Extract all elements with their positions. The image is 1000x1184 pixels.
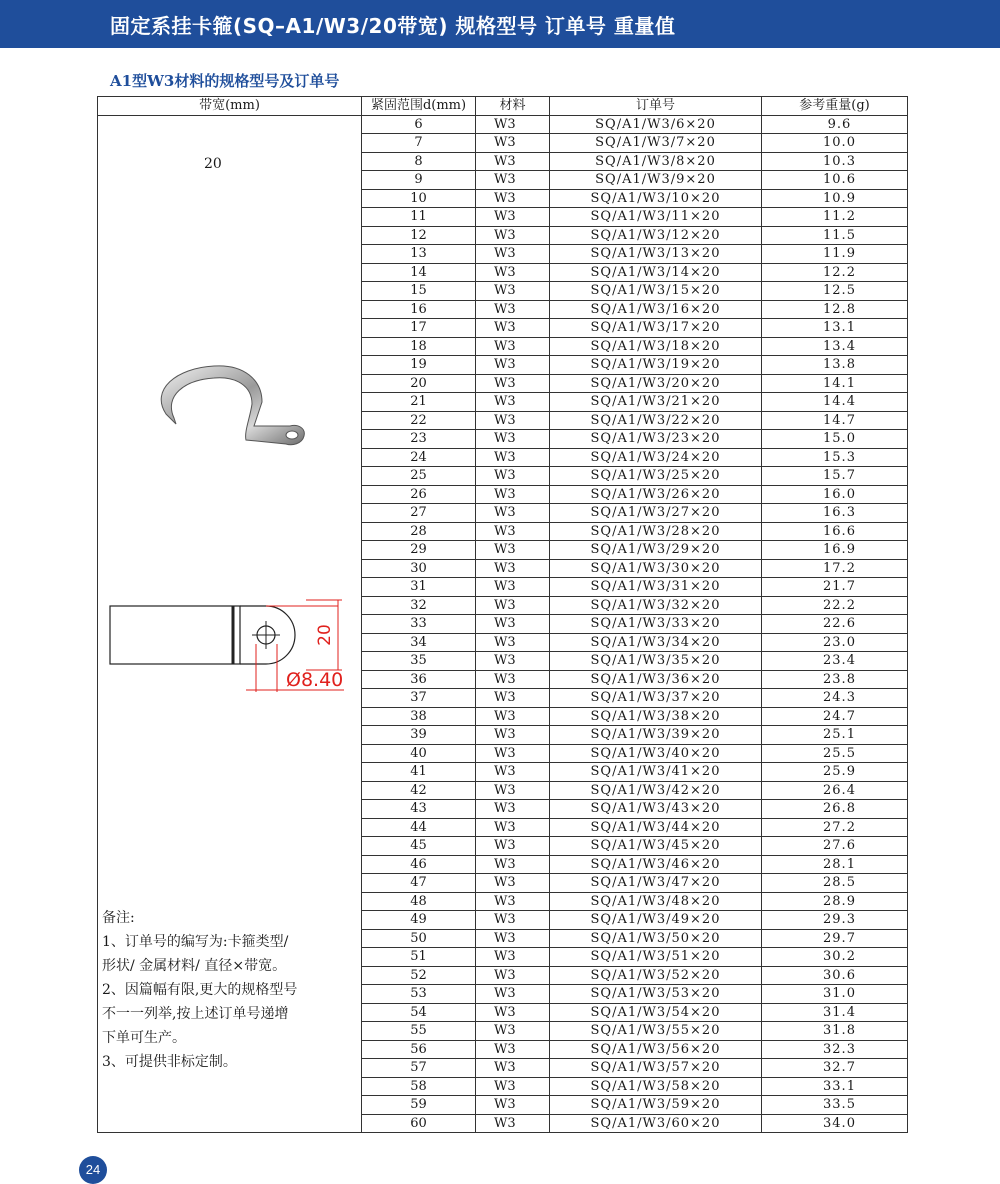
range-cell: 11 (362, 208, 476, 227)
material-cell: W3 (476, 966, 550, 985)
order-cell: SQ/A1/W3/29×20 (550, 541, 762, 560)
range-cell: 34 (362, 633, 476, 652)
material-cell: W3 (476, 226, 550, 245)
material-cell: W3 (476, 818, 550, 837)
material-cell: W3 (476, 707, 550, 726)
material-cell: W3 (476, 319, 550, 338)
material-cell: W3 (476, 171, 550, 190)
weight-cell: 16.6 (762, 522, 908, 541)
order-cell: SQ/A1/W3/49×20 (550, 911, 762, 930)
material-cell: W3 (476, 633, 550, 652)
order-cell: SQ/A1/W3/42×20 (550, 781, 762, 800)
weight-cell: 16.0 (762, 485, 908, 504)
range-cell: 7 (362, 134, 476, 153)
material-cell: W3 (476, 689, 550, 708)
order-cell: SQ/A1/W3/6×20 (550, 115, 762, 134)
material-cell: W3 (476, 485, 550, 504)
order-cell: SQ/A1/W3/23×20 (550, 430, 762, 449)
weight-cell: 11.5 (762, 226, 908, 245)
range-cell: 54 (362, 1003, 476, 1022)
range-cell: 40 (362, 744, 476, 763)
order-cell: SQ/A1/W3/31×20 (550, 578, 762, 597)
material-cell: W3 (476, 874, 550, 893)
range-cell: 10 (362, 189, 476, 208)
range-cell: 39 (362, 726, 476, 745)
weight-cell: 11.9 (762, 245, 908, 264)
weight-cell: 14.1 (762, 374, 908, 393)
note-line: 备注: (102, 909, 135, 926)
order-cell: SQ/A1/W3/56×20 (550, 1040, 762, 1059)
order-cell: SQ/A1/W3/16×20 (550, 300, 762, 319)
range-cell: 22 (362, 411, 476, 430)
order-cell: SQ/A1/W3/53×20 (550, 985, 762, 1004)
order-cell: SQ/A1/W3/19×20 (550, 356, 762, 375)
range-cell: 15 (362, 282, 476, 301)
range-cell: 41 (362, 763, 476, 782)
order-cell: SQ/A1/W3/24×20 (550, 448, 762, 467)
range-cell: 14 (362, 263, 476, 282)
weight-cell: 28.1 (762, 855, 908, 874)
weight-cell: 30.6 (762, 966, 908, 985)
range-cell: 23 (362, 430, 476, 449)
order-cell: SQ/A1/W3/25×20 (550, 467, 762, 486)
note-line: 下单可生产。 (102, 1029, 186, 1046)
order-cell: SQ/A1/W3/54×20 (550, 1003, 762, 1022)
range-cell: 24 (362, 448, 476, 467)
weight-cell: 32.3 (762, 1040, 908, 1059)
weight-cell: 33.5 (762, 1096, 908, 1115)
range-cell: 58 (362, 1077, 476, 1096)
range-cell: 52 (362, 966, 476, 985)
range-cell: 47 (362, 874, 476, 893)
order-cell: SQ/A1/W3/30×20 (550, 559, 762, 578)
order-cell: SQ/A1/W3/35×20 (550, 652, 762, 671)
material-cell: W3 (476, 726, 550, 745)
order-cell: SQ/A1/W3/32×20 (550, 596, 762, 615)
range-cell: 6 (362, 115, 476, 134)
weight-cell: 30.2 (762, 948, 908, 967)
range-cell: 44 (362, 818, 476, 837)
material-cell: W3 (476, 356, 550, 375)
material-cell: W3 (476, 892, 550, 911)
weight-cell: 22.2 (762, 596, 908, 615)
range-cell: 18 (362, 337, 476, 356)
order-cell: SQ/A1/W3/28×20 (550, 522, 762, 541)
material-cell: W3 (476, 411, 550, 430)
material-cell: W3 (476, 670, 550, 689)
order-cell: SQ/A1/W3/8×20 (550, 152, 762, 171)
order-cell: SQ/A1/W3/10×20 (550, 189, 762, 208)
weight-cell: 31.8 (762, 1022, 908, 1041)
material-cell: W3 (476, 781, 550, 800)
material-cell: W3 (476, 115, 550, 134)
material-cell: W3 (476, 985, 550, 1004)
weight-cell: 25.1 (762, 726, 908, 745)
order-cell: SQ/A1/W3/12×20 (550, 226, 762, 245)
order-cell: SQ/A1/W3/57×20 (550, 1059, 762, 1078)
order-cell: SQ/A1/W3/17×20 (550, 319, 762, 338)
range-cell: 57 (362, 1059, 476, 1078)
spec-table (97, 96, 908, 1133)
material-cell: W3 (476, 152, 550, 171)
range-cell: 21 (362, 393, 476, 412)
range-cell: 31 (362, 578, 476, 597)
order-cell: SQ/A1/W3/38×20 (550, 707, 762, 726)
band-width-cell (98, 115, 362, 1133)
order-cell: SQ/A1/W3/58×20 (550, 1077, 762, 1096)
order-cell: SQ/A1/W3/36×20 (550, 670, 762, 689)
material-cell: W3 (476, 578, 550, 597)
order-cell: SQ/A1/W3/39×20 (550, 726, 762, 745)
order-cell: SQ/A1/W3/9×20 (550, 171, 762, 190)
order-cell: SQ/A1/W3/15×20 (550, 282, 762, 301)
range-cell: 46 (362, 855, 476, 874)
material-cell: W3 (476, 1059, 550, 1078)
drawing-hole-label: Ø8.40 (286, 668, 344, 691)
clamp-dimension-drawing (106, 596, 356, 696)
material-cell: W3 (476, 763, 550, 782)
range-cell: 42 (362, 781, 476, 800)
weight-cell: 17.2 (762, 559, 908, 578)
weight-cell: 16.9 (762, 541, 908, 560)
range-cell: 30 (362, 559, 476, 578)
range-cell: 9 (362, 171, 476, 190)
weight-cell: 10.0 (762, 134, 908, 153)
order-cell: SQ/A1/W3/51×20 (550, 948, 762, 967)
material-cell: W3 (476, 282, 550, 301)
material-cell: W3 (476, 448, 550, 467)
order-cell: SQ/A1/W3/14×20 (550, 263, 762, 282)
material-cell: W3 (476, 800, 550, 819)
material-cell: W3 (476, 1096, 550, 1115)
header-bar (0, 0, 1000, 48)
order-cell: SQ/A1/W3/22×20 (550, 411, 762, 430)
material-cell: W3 (476, 837, 550, 856)
order-cell: SQ/A1/W3/27×20 (550, 504, 762, 523)
range-cell: 26 (362, 485, 476, 504)
range-cell: 28 (362, 522, 476, 541)
range-cell: 51 (362, 948, 476, 967)
order-cell: SQ/A1/W3/18×20 (550, 337, 762, 356)
order-cell: SQ/A1/W3/45×20 (550, 837, 762, 856)
material-cell: W3 (476, 744, 550, 763)
weight-cell: 27.6 (762, 837, 908, 856)
range-cell: 8 (362, 152, 476, 171)
range-cell: 55 (362, 1022, 476, 1041)
range-cell: 35 (362, 652, 476, 671)
range-cell: 19 (362, 356, 476, 375)
material-cell: W3 (476, 1022, 550, 1041)
range-cell: 36 (362, 670, 476, 689)
order-cell: SQ/A1/W3/34×20 (550, 633, 762, 652)
order-cell: SQ/A1/W3/41×20 (550, 763, 762, 782)
range-cell: 29 (362, 541, 476, 560)
material-cell: W3 (476, 522, 550, 541)
material-cell: W3 (476, 1003, 550, 1022)
order-cell: SQ/A1/W3/47×20 (550, 874, 762, 893)
band-width-value: 20 (204, 155, 222, 172)
weight-cell: 9.6 (762, 115, 908, 134)
weight-cell: 13.1 (762, 319, 908, 338)
table-row (98, 115, 908, 134)
material-cell: W3 (476, 263, 550, 282)
order-cell: SQ/A1/W3/20×20 (550, 374, 762, 393)
order-cell: SQ/A1/W3/37×20 (550, 689, 762, 708)
weight-cell: 21.7 (762, 578, 908, 597)
weight-cell: 28.9 (762, 892, 908, 911)
material-cell: W3 (476, 1040, 550, 1059)
order-cell: SQ/A1/W3/44×20 (550, 818, 762, 837)
material-cell: W3 (476, 504, 550, 523)
weight-cell: 12.2 (762, 263, 908, 282)
order-cell: SQ/A1/W3/55×20 (550, 1022, 762, 1041)
material-cell: W3 (476, 911, 550, 930)
material-cell: W3 (476, 374, 550, 393)
weight-cell: 15.7 (762, 467, 908, 486)
note-line: 2、因篇幅有限,更大的规格型号 (102, 981, 298, 998)
material-cell: W3 (476, 559, 550, 578)
weight-cell: 16.3 (762, 504, 908, 523)
weight-cell: 26.4 (762, 781, 908, 800)
range-cell: 49 (362, 911, 476, 930)
range-cell: 33 (362, 615, 476, 634)
order-cell: SQ/A1/W3/59×20 (550, 1096, 762, 1115)
weight-cell: 23.8 (762, 670, 908, 689)
order-cell: SQ/A1/W3/7×20 (550, 134, 762, 153)
material-cell: W3 (476, 541, 550, 560)
range-cell: 48 (362, 892, 476, 911)
range-cell: 32 (362, 596, 476, 615)
weight-cell: 10.9 (762, 189, 908, 208)
weight-cell: 15.3 (762, 448, 908, 467)
material-cell: W3 (476, 929, 550, 948)
material-cell: W3 (476, 189, 550, 208)
material-cell: W3 (476, 245, 550, 264)
range-cell: 27 (362, 504, 476, 523)
col-header-width: 带宽(mm) (98, 97, 362, 116)
material-cell: W3 (476, 134, 550, 153)
order-cell: SQ/A1/W3/60×20 (550, 1114, 762, 1133)
weight-cell: 13.4 (762, 337, 908, 356)
weight-cell: 32.7 (762, 1059, 908, 1078)
order-cell: SQ/A1/W3/43×20 (550, 800, 762, 819)
order-cell: SQ/A1/W3/46×20 (550, 855, 762, 874)
range-cell: 37 (362, 689, 476, 708)
weight-cell: 23.0 (762, 633, 908, 652)
material-cell: W3 (476, 1114, 550, 1133)
note-line: 1、订单号的编写为:卡箍类型/ (102, 933, 289, 950)
range-cell: 12 (362, 226, 476, 245)
range-cell: 13 (362, 245, 476, 264)
weight-cell: 12.5 (762, 282, 908, 301)
col-header-range: 紧固范围d(mm) (362, 97, 476, 116)
range-cell: 25 (362, 467, 476, 486)
weight-cell: 29.7 (762, 929, 908, 948)
weight-cell: 10.3 (762, 152, 908, 171)
range-cell: 16 (362, 300, 476, 319)
material-cell: W3 (476, 948, 550, 967)
weight-cell: 26.8 (762, 800, 908, 819)
weight-cell: 11.2 (762, 208, 908, 227)
col-header-weight: 参考重量(g) (762, 97, 908, 116)
range-cell: 43 (362, 800, 476, 819)
weight-cell: 27.2 (762, 818, 908, 837)
weight-cell: 15.0 (762, 430, 908, 449)
order-cell: SQ/A1/W3/48×20 (550, 892, 762, 911)
weight-cell: 14.7 (762, 411, 908, 430)
note-line: 3、可提供非标定制。 (102, 1053, 237, 1070)
order-cell: SQ/A1/W3/33×20 (550, 615, 762, 634)
material-cell: W3 (476, 337, 550, 356)
weight-cell: 10.6 (762, 171, 908, 190)
weight-cell: 34.0 (762, 1114, 908, 1133)
material-cell: W3 (476, 467, 550, 486)
range-cell: 60 (362, 1114, 476, 1133)
drawing-width-label: 20 (315, 623, 335, 646)
weight-cell: 24.3 (762, 689, 908, 708)
material-cell: W3 (476, 393, 550, 412)
header-title: 固定系挂卡箍(SQ–A1/W3/20带宽) 规格型号 订单号 重量值 (110, 14, 676, 38)
weight-cell: 29.3 (762, 911, 908, 930)
order-cell: SQ/A1/W3/50×20 (550, 929, 762, 948)
weight-cell: 31.0 (762, 985, 908, 1004)
weight-cell: 25.5 (762, 744, 908, 763)
weight-cell: 28.5 (762, 874, 908, 893)
range-cell: 20 (362, 374, 476, 393)
range-cell: 50 (362, 929, 476, 948)
material-cell: W3 (476, 652, 550, 671)
clamp-photo (136, 352, 328, 462)
note-line: 不一一列举,按上述订单号递增 (102, 1005, 289, 1022)
weight-cell: 14.4 (762, 393, 908, 412)
weight-cell: 24.7 (762, 707, 908, 726)
weight-cell: 13.8 (762, 356, 908, 375)
table-header-row (98, 97, 908, 116)
material-cell: W3 (476, 430, 550, 449)
material-cell: W3 (476, 615, 550, 634)
range-cell: 56 (362, 1040, 476, 1059)
section-title: A1型W3材料的规格型号及订单号 (110, 72, 340, 90)
range-cell: 59 (362, 1096, 476, 1115)
order-cell: SQ/A1/W3/13×20 (550, 245, 762, 264)
weight-cell: 22.6 (762, 615, 908, 634)
weight-cell: 12.8 (762, 300, 908, 319)
weight-cell: 25.9 (762, 763, 908, 782)
order-cell: SQ/A1/W3/21×20 (550, 393, 762, 412)
material-cell: W3 (476, 596, 550, 615)
col-header-order: 订单号 (550, 97, 762, 116)
order-cell: SQ/A1/W3/52×20 (550, 966, 762, 985)
weight-cell: 31.4 (762, 1003, 908, 1022)
range-cell: 38 (362, 707, 476, 726)
material-cell: W3 (476, 208, 550, 227)
weight-cell: 33.1 (762, 1077, 908, 1096)
notes (102, 906, 297, 1074)
material-cell: W3 (476, 1077, 550, 1096)
range-cell: 45 (362, 837, 476, 856)
note-line: 形状/ 金属材料/ 直径×带宽。 (102, 957, 287, 974)
page-number: 24 (79, 1156, 107, 1184)
order-cell: SQ/A1/W3/11×20 (550, 208, 762, 227)
weight-cell: 23.4 (762, 652, 908, 671)
material-cell: W3 (476, 855, 550, 874)
order-cell: SQ/A1/W3/26×20 (550, 485, 762, 504)
col-header-material: 材料 (476, 97, 550, 116)
order-cell: SQ/A1/W3/40×20 (550, 744, 762, 763)
material-cell: W3 (476, 300, 550, 319)
range-cell: 53 (362, 985, 476, 1004)
range-cell: 17 (362, 319, 476, 338)
